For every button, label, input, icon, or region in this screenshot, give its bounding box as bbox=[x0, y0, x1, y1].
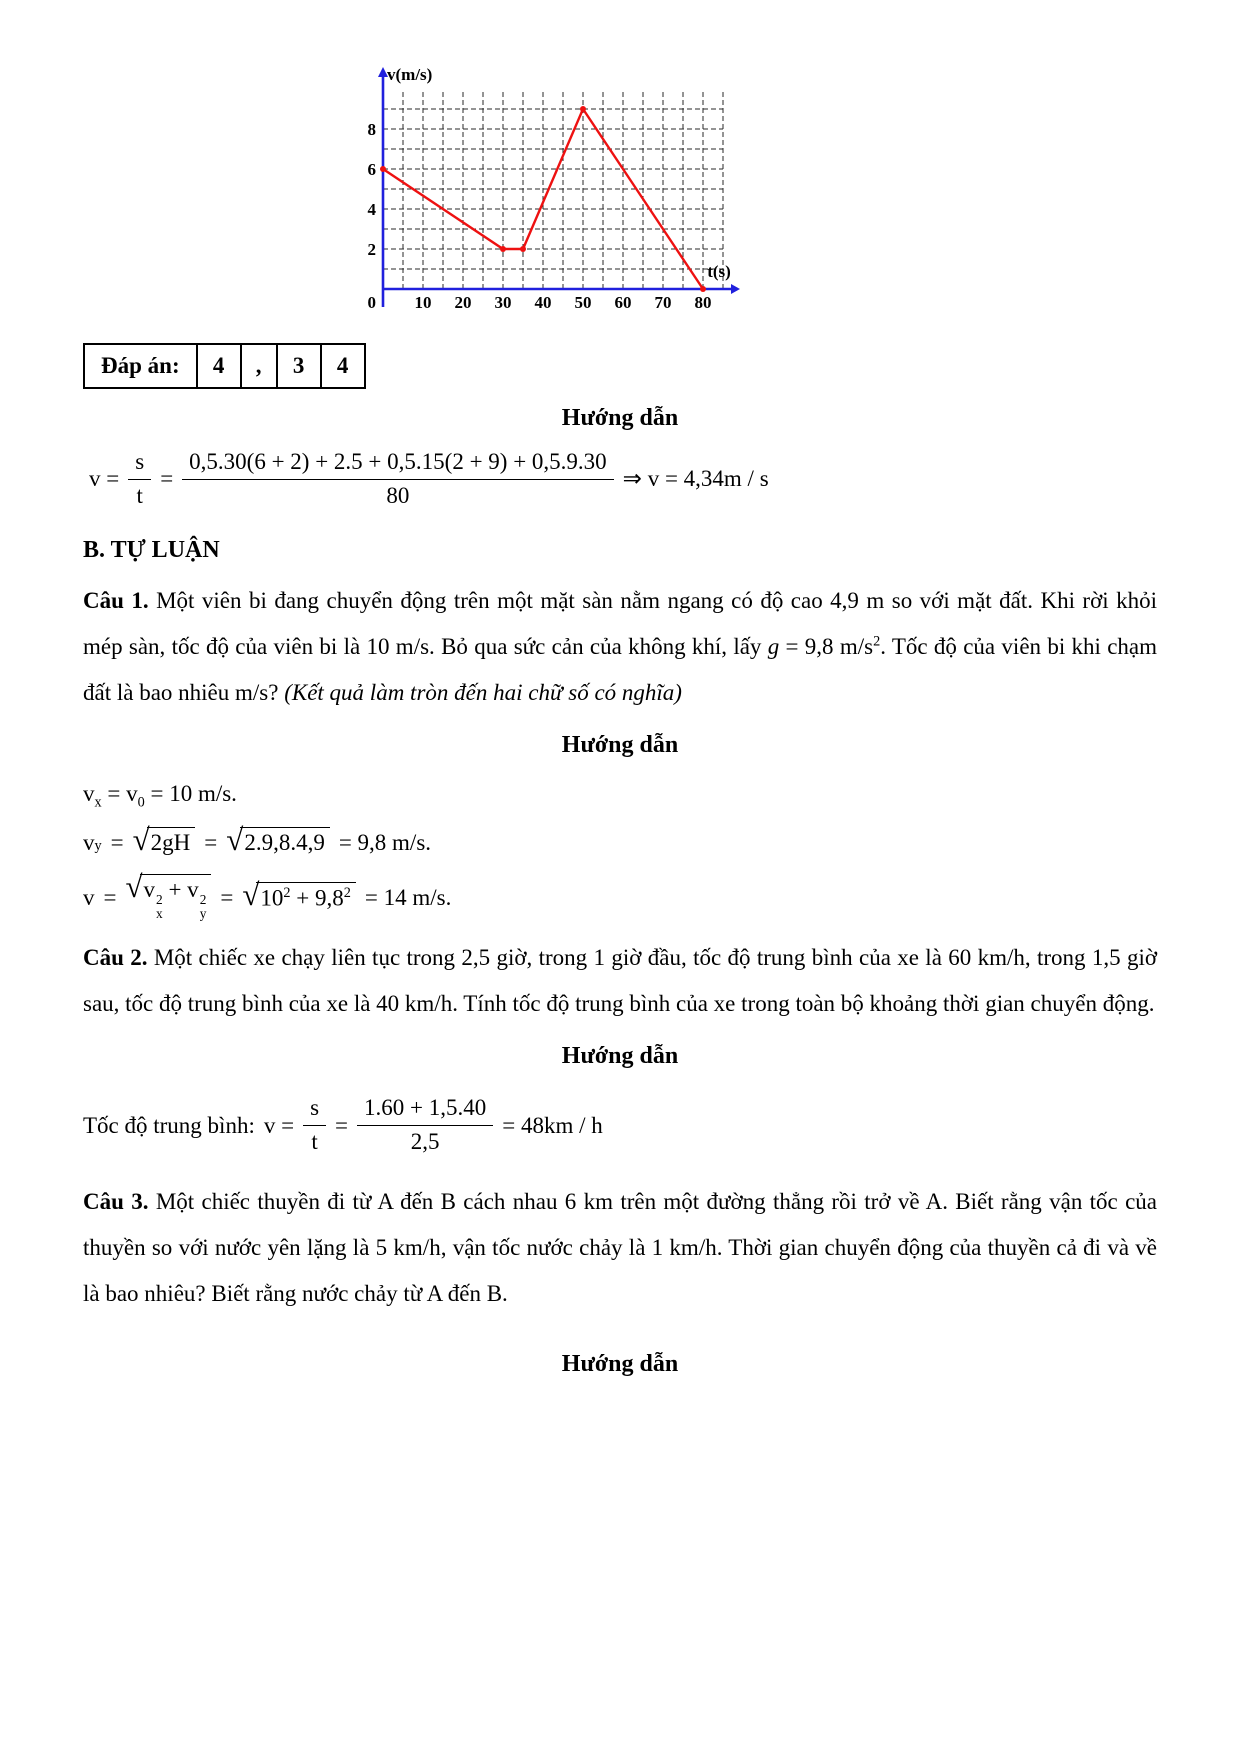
answer-cell-2: 3 bbox=[276, 345, 320, 387]
equals-sign: = bbox=[110, 829, 124, 855]
svg-text:4: 4 bbox=[367, 200, 376, 219]
guide-heading: Hướng dẫn bbox=[561, 1043, 679, 1070]
cau2-paragraph bbox=[83, 935, 1157, 1027]
fraction-distance-over-time: $\frac{0,5.30(6 + 2) + 2.5 + 0,5.15(2 + 9) + 0,5.9.30}{80}$ bbox=[182, 448, 614, 511]
svg-text:80: 80 bbox=[694, 293, 712, 312]
svg-text:70: 70 bbox=[654, 293, 672, 312]
answer-cell-1: 4 bbox=[196, 345, 240, 387]
radical-sign: √ bbox=[226, 822, 244, 858]
cau2-label: Câu 2. bbox=[83, 945, 148, 971]
v-symbol: v bbox=[83, 884, 95, 910]
svg-text:20: 20 bbox=[454, 293, 472, 312]
cau3-text: Một chiếc thuyền đi từ A đến B cách nhau 6 km trên một đường thẳng rồi trở về A. Biết rằng vận tốc của thuyền so với nước yên lặng là 5 km/h, vận tốc nước chảy là 1 km/h. Thời gian chuyển động của thuyền cả đi và về là bao nhiêu? Biết rằng nước chảy từ A đến B. bbox=[83, 1188, 1158, 1306]
answer-box bbox=[83, 343, 366, 389]
cau1-text-1: Một viên bi đang chuyển động trên một mặt sàn nằm ngang có độ cao 4,9 m so với mặt đất. Khi rời khỏi mép sàn, tốc độ của viên bi là 10 m/s. Bỏ qua sức cản của không khí, lấy bbox=[83, 587, 1157, 659]
equals-sign: = bbox=[220, 884, 234, 910]
guide-heading: Hướng dẫn bbox=[561, 405, 679, 431]
formula-lhs: v = bbox=[263, 1112, 295, 1138]
svg-text:60: 60 bbox=[614, 293, 632, 312]
cau2-text: Một chiếc xe chạy liên tục trong 2,5 giờ, trong 1 giờ đầu, tốc độ trung bình của xe là 60 km/h, trong 1,5 giờ sau, tốc độ trung bình của xe là 40 km/h. Tính tốc độ trung bình của xe trong toàn bộ khoảng thời gian chuyển động. bbox=[83, 945, 1158, 1017]
radical-sign: √ bbox=[242, 877, 260, 913]
sqrt-numeric: √ 2.9,8.4,9 bbox=[226, 827, 330, 858]
answer-box-label: Đáp án: bbox=[101, 353, 180, 378]
svg-text:0: 0 bbox=[367, 293, 376, 312]
cau2-solution-formula bbox=[83, 1094, 1157, 1157]
cau1-g-exponent: 2 bbox=[873, 632, 881, 649]
eq-v0: = v bbox=[101, 780, 138, 806]
fraction-numeric: $\frac{1.60 + 1,5.40}{2,5}$ bbox=[357, 1094, 493, 1157]
cau3-label: Câu 3. bbox=[83, 1188, 149, 1214]
cau1-solution-line1 bbox=[83, 781, 1157, 812]
line2-result: = 9,8 m/s. bbox=[338, 829, 432, 855]
svg-text:6: 6 bbox=[367, 160, 376, 179]
radical-sign: √ bbox=[125, 869, 143, 905]
equals-sign: = bbox=[103, 884, 117, 910]
sup-sub-x2: 2 x bbox=[156, 892, 163, 922]
sup-sub-y2: 2 y bbox=[199, 892, 207, 922]
fraction-s-over-t: $\frac{s}{t}$ bbox=[303, 1094, 326, 1157]
cau1-paragraph bbox=[83, 578, 1157, 716]
main-solution-formula bbox=[89, 448, 1157, 511]
guide-heading: Hướng dẫn bbox=[561, 1350, 679, 1377]
guide-heading: Hướng dẫn bbox=[561, 731, 679, 758]
sub-0: 0 bbox=[137, 794, 145, 811]
equals-sign: = bbox=[160, 466, 174, 492]
sqrt-vx2-plus-vy2: √ v 2 x + v 2 y bbox=[125, 874, 211, 921]
cau1-solution-line3 bbox=[83, 869, 1157, 922]
vx-symbol: v bbox=[83, 780, 95, 806]
sub-x: x bbox=[94, 794, 102, 811]
formula-lhs: v = bbox=[89, 466, 120, 492]
sqrt-102-plus-982: √ $10^2 + 9,8^2$ bbox=[242, 882, 356, 913]
line3-result: = 14 m/s. bbox=[364, 884, 452, 910]
svg-text:v(m/s): v(m/s) bbox=[387, 65, 433, 84]
svg-text:2: 2 bbox=[367, 240, 376, 259]
sqrt-2gH: √ 2gH bbox=[133, 827, 196, 858]
cau3-paragraph bbox=[83, 1179, 1157, 1317]
fraction-s-over-t: $\frac{s}{t}$ bbox=[128, 448, 151, 511]
svg-text:50: 50 bbox=[574, 293, 592, 312]
radical-sign: √ bbox=[132, 822, 150, 858]
line1-result: = 10 m/s. bbox=[144, 780, 237, 806]
svg-text:t(s): t(s) bbox=[707, 262, 731, 281]
formula-result: = 48km / h bbox=[502, 1112, 603, 1138]
answer-cell-comma: , bbox=[240, 345, 276, 387]
svg-text:30: 30 bbox=[494, 293, 512, 312]
equals-sign: = bbox=[335, 1112, 349, 1138]
svg-text:10: 10 bbox=[414, 293, 432, 312]
chart-region bbox=[367, 64, 749, 325]
answer-cell-3: 4 bbox=[320, 345, 364, 387]
vy-symbol: v y bbox=[83, 829, 102, 855]
section-b-heading: B. TỰ LUẬN bbox=[83, 536, 220, 563]
velocity-time-chart bbox=[367, 64, 749, 320]
cau1-solution-line2 bbox=[83, 822, 1157, 858]
cau2-solution-label: Tốc độ trung bình: bbox=[83, 1112, 255, 1138]
equals-sign: = bbox=[204, 829, 218, 855]
formula-result: ⇒ v = 4,34m / s bbox=[622, 466, 769, 492]
cau1-italic-note: (Kết quả làm tròn đến hai chữ số có nghĩa) bbox=[284, 679, 682, 705]
cau1-g-value: = 9,8 m/s bbox=[779, 633, 874, 659]
svg-text:8: 8 bbox=[367, 120, 376, 139]
svg-text:40: 40 bbox=[534, 293, 552, 312]
cau1-text-2: . Tốc độ của viên bi khi chạm đất là bao nhiêu m/s? bbox=[83, 633, 1158, 705]
cau1-label: Câu 1. bbox=[83, 587, 149, 613]
cau1-g-variable: g bbox=[767, 633, 780, 659]
